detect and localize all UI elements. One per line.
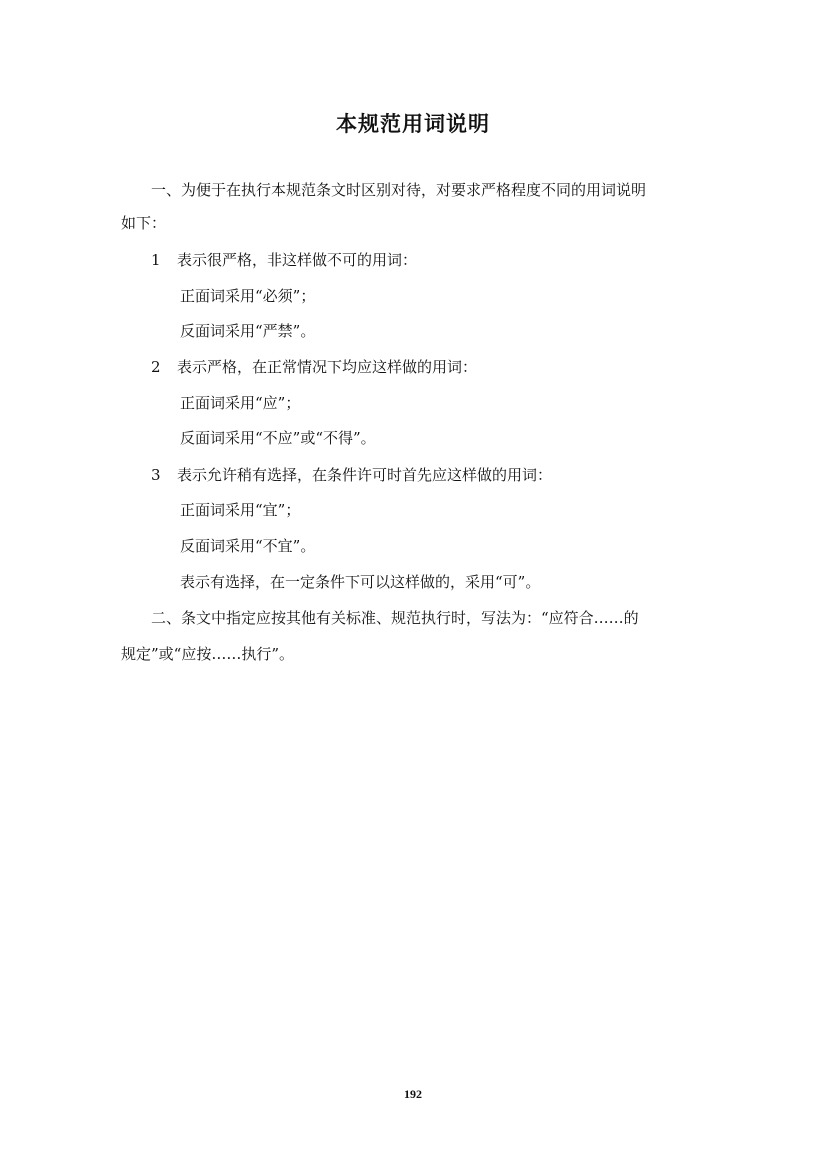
item-heading xyxy=(151,352,477,382)
item-negative-word: 反面词采用“不宜”。 xyxy=(180,537,316,555)
item-number: 3 xyxy=(151,466,161,484)
item-heading-text: 表示很严格，非这样做不可的用词： xyxy=(177,251,418,269)
item-positive-word: 正面词采用“宜”； xyxy=(180,501,301,519)
section-2-line-2: 规定”或“应按……执行”。 xyxy=(121,645,295,663)
item-positive-word: 正面词采用“应”； xyxy=(180,394,301,412)
page-number: 192 xyxy=(404,1087,422,1101)
item-positive-word: 正面词采用“必须”； xyxy=(180,287,316,305)
item-heading-text: 表示允许稍有选择，在条件许可时首先应这样做的用词： xyxy=(177,466,553,484)
item-heading xyxy=(151,460,552,490)
section-1-intro-line-2: 如下： xyxy=(121,214,167,232)
item-heading xyxy=(151,245,417,275)
page-title: 本规范用词说明 xyxy=(336,112,490,136)
item-number: 1 xyxy=(151,251,161,269)
section-2-line-1: 二、条文中指定应按其他有关标准、规范执行时，写法为：“应符合……的 xyxy=(151,609,639,627)
item-number: 2 xyxy=(151,358,161,376)
item-negative-word: 反面词采用“严禁”。 xyxy=(180,322,316,340)
optional-word-line: 表示有选择，在一定条件下可以这样做的，采用“可”。 xyxy=(180,573,541,591)
section-1-intro-line-1: 一、为便于在执行本规范条文时区别对待，对要求严格程度不同的用词说明 xyxy=(151,181,647,199)
item-heading-text: 表示严格，在正常情况下均应这样做的用词： xyxy=(177,358,478,376)
item-negative-word: 反面词采用“不应”或“不得”。 xyxy=(180,429,376,447)
